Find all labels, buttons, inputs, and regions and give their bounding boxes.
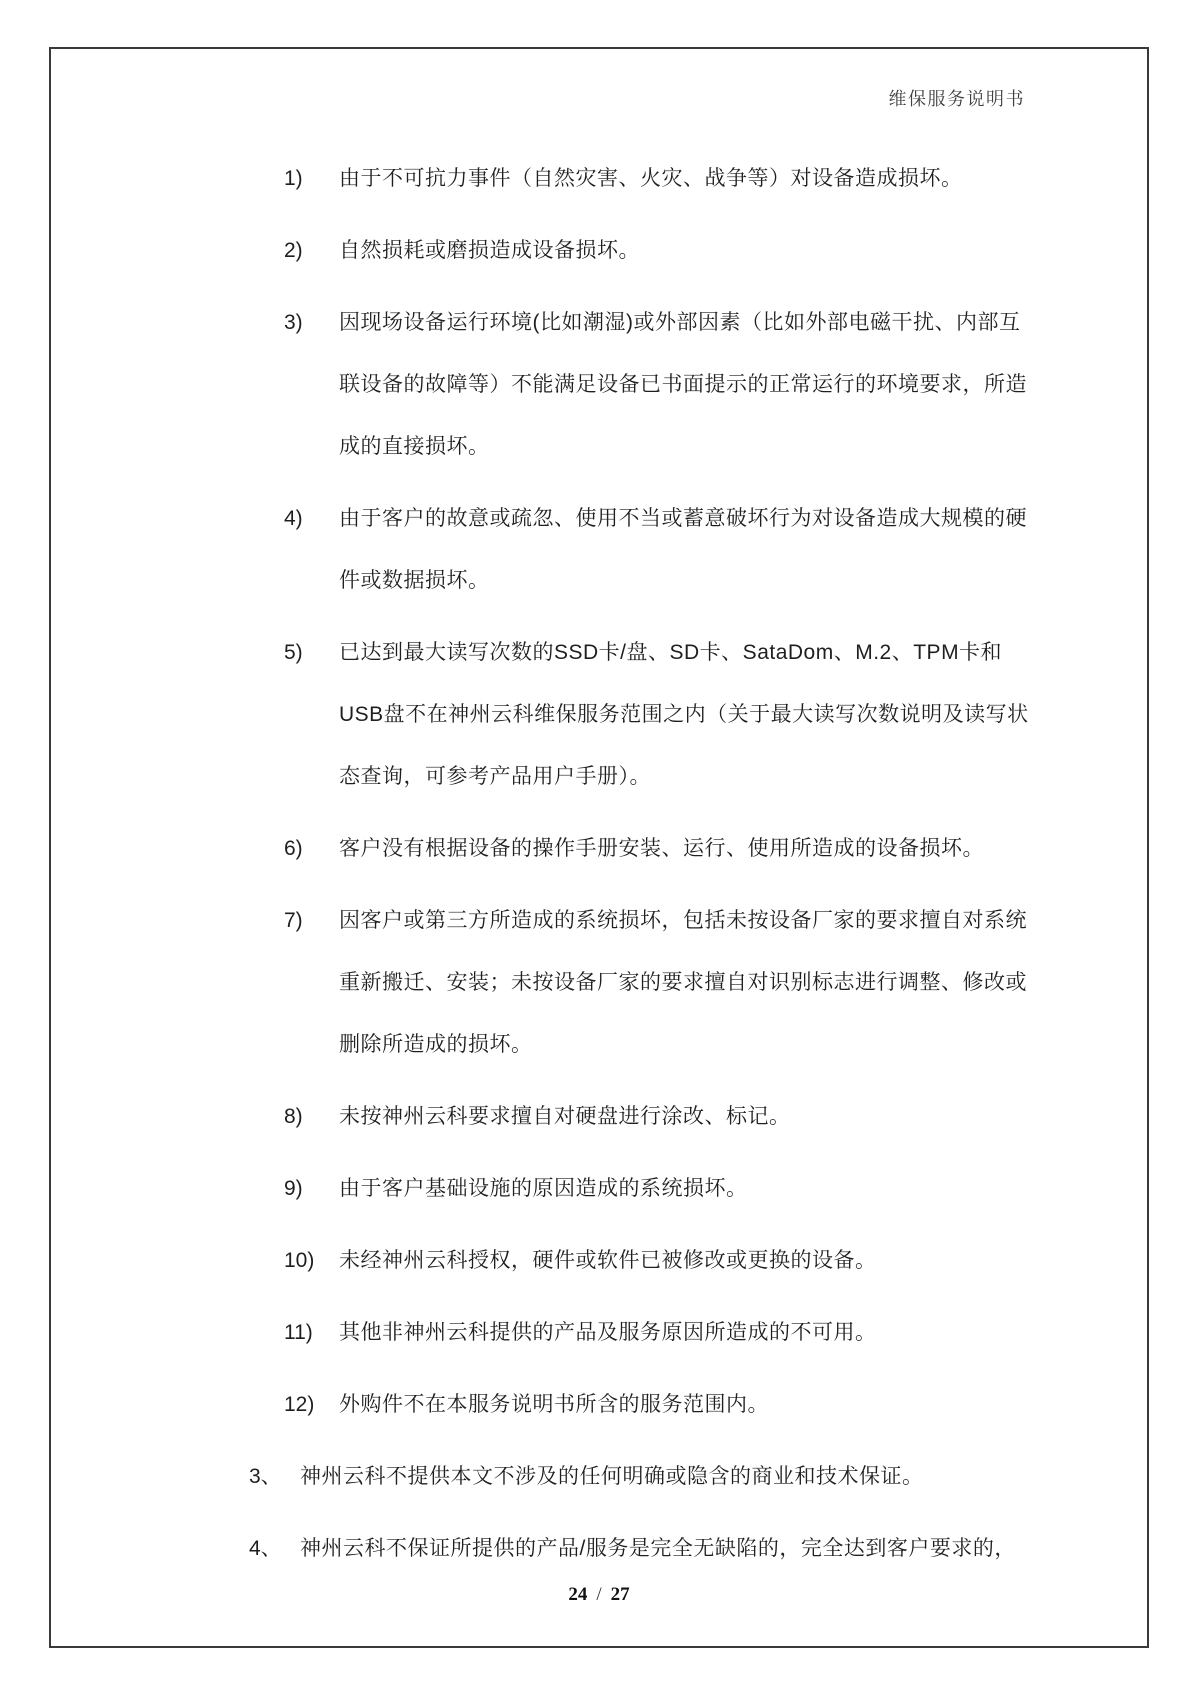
list-item xyxy=(51,1230,1147,1292)
page-number-separator: / xyxy=(596,1584,602,1605)
list-item xyxy=(51,488,1147,612)
text-line: 神州云科不提供本文不涉及的任何明确或隐含的商业和技术保证。 xyxy=(300,1465,924,1488)
page-header-title: 维保服务说明书 xyxy=(888,89,1025,109)
list-item-marker: 3、 xyxy=(249,1465,282,1488)
text-line: 其他非神州云科提供的产品及服务原因所造成的不可用。 xyxy=(339,1321,877,1344)
text-line: 因现场设备运行环境(比如潮湿)或外部因素（比如外部电磁干扰、内部互 xyxy=(339,311,1021,334)
list-item-marker: 7) xyxy=(284,909,303,932)
text-line: 客户没有根据设备的操作手册安装、运行、使用所造成的设备损坏。 xyxy=(339,837,984,860)
text-line: USB盘不在神州云科维保服务范围之内（关于最大读写次数说明及读写状 xyxy=(339,703,1029,726)
text-line: 未按神州云科要求擅自对硬盘进行涂改、标记。 xyxy=(339,1105,791,1128)
list-item xyxy=(51,1374,1147,1436)
list-item-marker: 12) xyxy=(284,1393,315,1416)
list-item xyxy=(51,220,1147,282)
text-line: 联设备的故障等）不能满足设备已书面提示的正常运行的环境要求，所造 xyxy=(339,373,1027,396)
list-item-marker: 6) xyxy=(284,837,303,860)
page-number-current: 24 xyxy=(568,1584,588,1605)
text-line: 成的直接损坏。 xyxy=(339,435,490,458)
text-line: 件或数据损坏。 xyxy=(339,569,490,592)
list-item xyxy=(51,890,1147,1076)
text-line: 外购件不在本服务说明书所含的服务范围内。 xyxy=(339,1393,769,1416)
list-item-marker: 2) xyxy=(284,239,303,262)
list-item-marker: 4、 xyxy=(249,1537,282,1560)
page-number-total: 27 xyxy=(610,1584,630,1605)
list-item xyxy=(51,818,1147,880)
exclusion-list xyxy=(51,148,1147,1590)
text-line: 自然损耗或磨损造成设备损坏。 xyxy=(339,239,640,262)
list-item-marker: 5) xyxy=(284,641,303,664)
text-line: 由于客户基础设施的原因造成的系统损坏。 xyxy=(339,1177,748,1200)
text-line: 由于不可抗力事件（自然灾害、火灾、战争等）对设备造成损坏。 xyxy=(339,167,963,190)
list-item xyxy=(51,148,1147,210)
list-item-marker: 8) xyxy=(284,1105,303,1128)
text-line: 重新搬迁、安装；未按设备厂家的要求擅自对识别标志进行调整、修改或 xyxy=(339,971,1027,994)
page xyxy=(49,47,1149,1648)
list-item-marker: 1) xyxy=(284,167,303,190)
list-item-marker: 11) xyxy=(284,1321,313,1344)
list-item xyxy=(51,1446,1147,1508)
text-line: 未经神州云科授权，硬件或软件已被修改或更换的设备。 xyxy=(339,1249,877,1272)
page-footer xyxy=(51,1584,1147,1606)
list-item xyxy=(51,1086,1147,1148)
text-line: 神州云科不保证所提供的产品/服务是完全无缺陷的，完全达到客户要求的， xyxy=(300,1537,1016,1560)
list-item xyxy=(51,1518,1147,1580)
text-line: 已达到最大读写次数的SSD卡/盘、SD卡、SataDom、M.2、TPM卡和 xyxy=(339,641,1003,664)
list-item-marker: 3) xyxy=(284,311,303,334)
list-item xyxy=(51,622,1147,808)
list-item-marker: 4) xyxy=(284,507,303,530)
list-item xyxy=(51,292,1147,478)
text-line: 因客户或第三方所造成的系统损坏，包括未按设备厂家的要求擅自对系统 xyxy=(339,909,1027,932)
text-line: 态查询，可参考产品用户手册）。 xyxy=(339,765,651,788)
text-line: 由于客户的故意或疏忽、使用不当或蓄意破坏行为对设备造成大规模的硬 xyxy=(339,507,1027,530)
list-item-marker: 9) xyxy=(284,1177,303,1200)
list-item xyxy=(51,1158,1147,1220)
list-item xyxy=(51,1302,1147,1364)
list-item-marker: 10) xyxy=(284,1249,315,1272)
text-line: 删除所造成的损坏。 xyxy=(339,1033,533,1056)
